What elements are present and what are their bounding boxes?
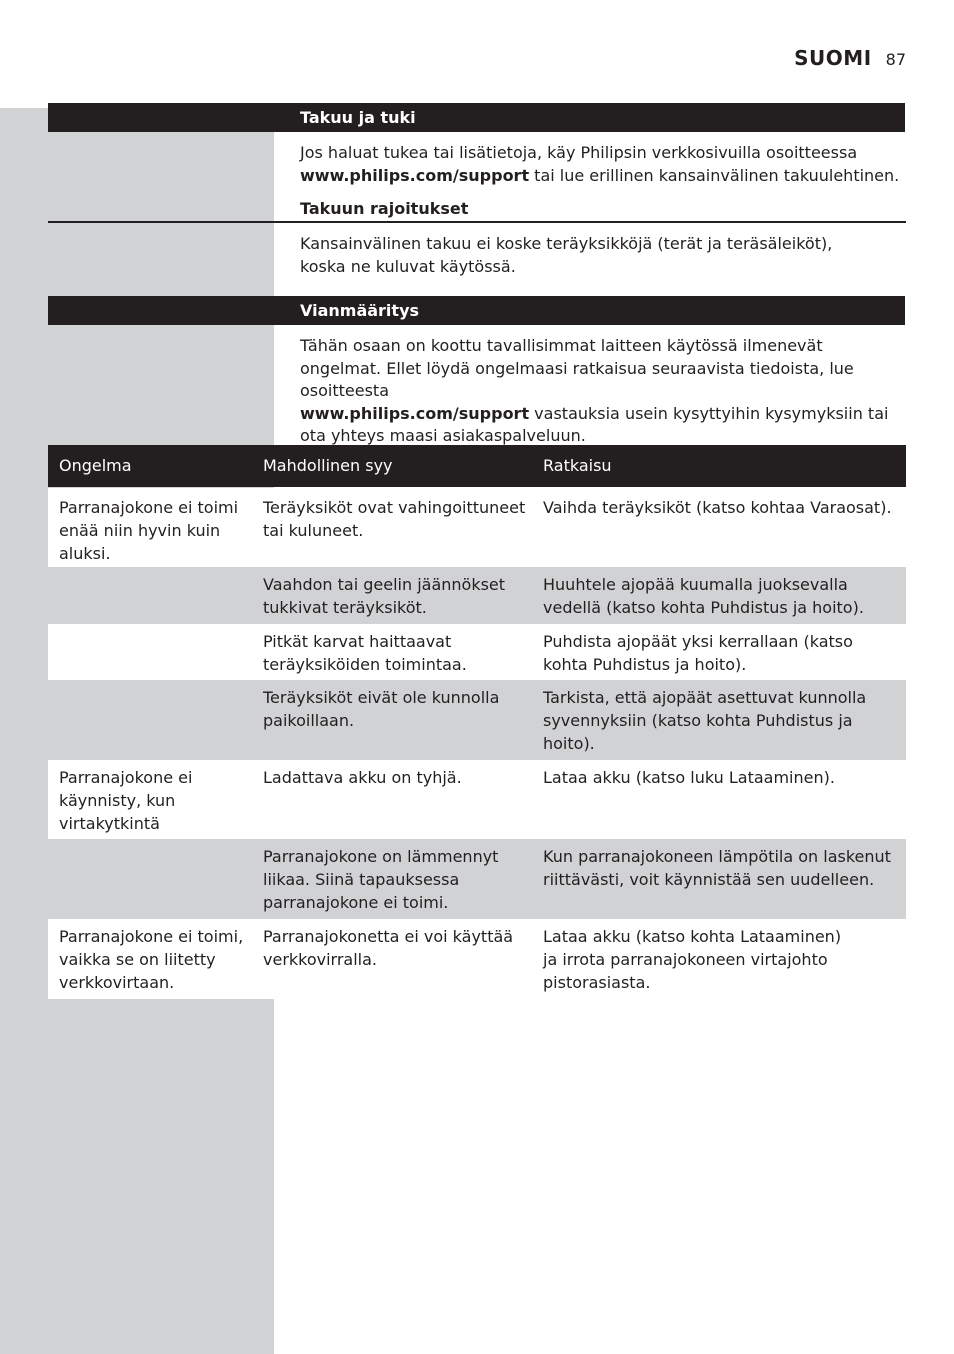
warranty-paragraph — [300, 142, 905, 187]
cell-problem: Parranajokone ei käynnisty, kun virtakytkintä — [59, 768, 193, 833]
divider-rule — [48, 221, 906, 223]
section-title-warranty: Takuu ja tuki — [300, 108, 416, 127]
table-row — [48, 919, 906, 999]
restrictions-heading: Takuun rajoitukset — [300, 199, 469, 218]
table-row — [48, 488, 906, 567]
page-header — [794, 46, 906, 70]
warranty-text-rest: tai lue erillinen kansainvälinen takuulehtinen. — [529, 165, 900, 185]
cell-problem: Parranajokone ei toimi enää niin hyvin kuin aluksi. — [59, 498, 239, 563]
cell-solution: Lataa akku (katso kohta Lataaminen) ja irrota parranajokoneen virtajohto pistorasiasta. — [543, 927, 842, 992]
warranty-text: Jos haluat tukea tai lisätietoja, käy Philipsin verkkosivuilla osoitteessa — [300, 143, 858, 162]
column-header-solution: Ratkaisu — [543, 456, 612, 475]
cell-solution: Vaihda teräyksiköt (katso kohtaa Varaosat). — [543, 498, 892, 517]
cell-solution: Lataa akku (katso luku Lataaminen). — [543, 768, 835, 787]
cell-solution: Puhdista ajopäät yksi kerrallaan (katso kohta Puhdistus ja hoito). — [543, 632, 853, 674]
intro-text-rest: vastauksia usein kysyttyihin kysymyksiin tai ota yhteys maasi asiakaspalveluun. — [300, 403, 889, 445]
restrictions-paragraph: Kansainvälinen takuu ei koske teräyksikköjä (terät ja teräsäleiköt), koska ne kuluvat käytössä. — [300, 234, 833, 276]
cell-cause: Vaahdon tai geelin jäännökset tukkivat teräyksiköt. — [263, 575, 506, 617]
cell-solution: Huuhtele ajopää kuumalla juoksevalla vedellä (katso kohta Puhdistus ja hoito). — [543, 575, 864, 617]
column-header-problem: Ongelma — [59, 456, 132, 475]
cell-cause: Parranajokonetta ei voi käyttää verkkovirralla. — [263, 927, 514, 969]
troubleshooting-intro — [300, 335, 905, 448]
table-row — [48, 624, 906, 680]
cell-cause: Teräyksiköt ovat vahingoittuneet tai kuluneet. — [263, 498, 526, 540]
page-number: 87 — [885, 50, 906, 69]
table-row — [48, 839, 906, 919]
cell-cause: Parranajokone on lämmennyt liikaa. Siinä tapauksessa parranajokone ei toimi. — [263, 847, 499, 912]
column-header-cause: Mahdollinen syy — [263, 456, 393, 475]
support-link[interactable]: www.philips.com/support — [300, 165, 530, 185]
troubleshooting-table — [48, 445, 906, 999]
section-bar-warranty — [48, 103, 905, 132]
table-row — [48, 680, 906, 760]
intro-text: Tähän osaan on koottu tavallisimmat laitteen käytössä ilmenevät ongelmat. Ellet löydä ongelmaasi ratkaisua seuraavista tiedoista, lue osoitteesta — [300, 336, 854, 400]
section-title-troubleshooting: Vianmääritys — [300, 301, 420, 320]
table-header — [48, 445, 906, 487]
section-bar-troubleshooting — [48, 296, 905, 325]
cell-solution: Kun parranajokoneen lämpötila on laskenut riittävästi, voit käynnistää sen uudelleen. — [543, 847, 891, 889]
cell-problem: Parranajokone ei toimi, vaikka se on liitetty verkkovirtaan. — [59, 927, 244, 992]
cell-cause: Pitkät karvat haittaavat teräyksiköiden toimintaa. — [263, 632, 467, 674]
support-link[interactable]: www.philips.com/support — [300, 403, 530, 423]
language-label: SUOMI — [794, 46, 872, 70]
cell-solution: Tarkista, että ajopäät asettuvat kunnolla syvennyksiin (katso kohta Puhdistus ja hoito). — [543, 688, 867, 753]
cell-cause: Ladattava akku on tyhjä. — [263, 768, 462, 787]
table-row — [48, 567, 906, 624]
table-row — [48, 760, 906, 839]
cell-cause: Teräyksiköt eivät ole kunnolla paikoillaan. — [263, 688, 500, 730]
